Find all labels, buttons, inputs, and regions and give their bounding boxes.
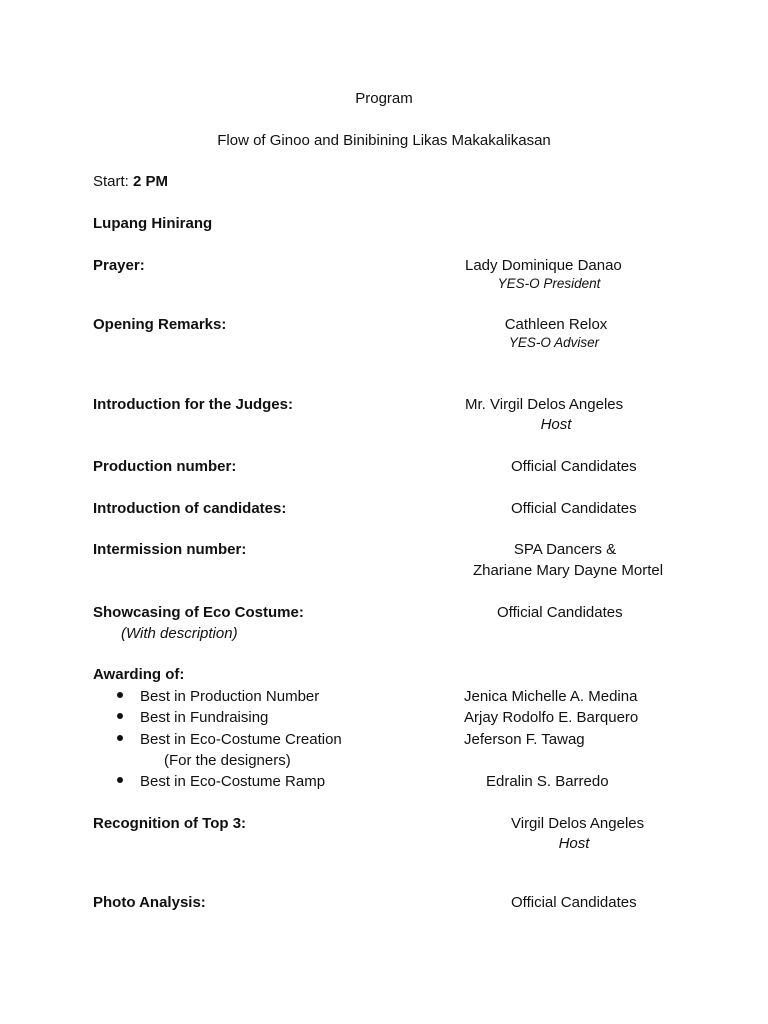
intermission-label: Intermission number: bbox=[93, 541, 247, 558]
prayer-label: Prayer: bbox=[93, 257, 145, 274]
top3-label: Recognition of Top 3: bbox=[93, 815, 247, 832]
program-heading: Program bbox=[355, 90, 413, 107]
award-title: Best in Fundraising bbox=[140, 709, 269, 726]
candidates-label: Introduction of candidates: bbox=[93, 500, 287, 517]
start-label: Start: bbox=[93, 173, 134, 190]
start-line bbox=[93, 173, 168, 191]
award-title: Best in Production Number bbox=[140, 688, 320, 705]
award-note: (For the designers) bbox=[164, 752, 291, 769]
intermission-name-line1: SPA Dancers & bbox=[513, 541, 617, 558]
judges-role: Host bbox=[540, 416, 572, 433]
document-title: Flow of Ginoo and Binibining Likas Makakalikasan bbox=[217, 132, 551, 149]
awarding-label: Awarding of: bbox=[93, 666, 185, 683]
award-title: Best in Eco-Costume Creation bbox=[140, 731, 342, 748]
bullet-icon bbox=[117, 692, 123, 698]
award-recipient: Jeferson F. Tawag bbox=[464, 731, 585, 748]
award-recipient: Edralin S. Barredo bbox=[486, 773, 609, 790]
top3-role: Host bbox=[558, 835, 590, 852]
intermission-name-line2: Zhariane Mary Dayne Mortel bbox=[472, 562, 664, 579]
prayer-role: YES-O President bbox=[497, 276, 601, 291]
showcase-name: Official Candidates bbox=[497, 604, 623, 621]
candidates-name: Official Candidates bbox=[511, 500, 637, 517]
opening-label: Opening Remarks: bbox=[93, 316, 227, 333]
anthem-item: Lupang Hinirang bbox=[93, 215, 213, 232]
photo-name: Official Candidates bbox=[511, 894, 637, 911]
award-recipient: Jenica Michelle A. Medina bbox=[464, 688, 638, 705]
opening-role: YES-O Adviser bbox=[508, 335, 600, 350]
production-label: Production number: bbox=[93, 458, 237, 475]
prayer-name: Lady Dominique Danao bbox=[465, 257, 622, 274]
bullet-icon bbox=[117, 735, 123, 741]
top3-name: Virgil Delos Angeles bbox=[511, 815, 645, 832]
award-title: Best in Eco-Costume Ramp bbox=[140, 773, 326, 790]
award-recipient: Arjay Rodolfo E. Barquero bbox=[464, 709, 639, 726]
opening-name: Cathleen Relox bbox=[504, 316, 608, 333]
showcase-note: (With description) bbox=[121, 625, 238, 642]
judges-name: Mr. Virgil Delos Angeles bbox=[465, 396, 624, 413]
production-name: Official Candidates bbox=[511, 458, 637, 475]
bullet-icon bbox=[117, 777, 123, 783]
bullet-icon bbox=[117, 713, 123, 719]
showcase-label: Showcasing of Eco Costume: bbox=[93, 604, 304, 621]
start-time: 2 PM bbox=[133, 173, 169, 190]
photo-label: Photo Analysis: bbox=[93, 894, 206, 911]
judges-label: Introduction for the Judges: bbox=[93, 396, 293, 413]
